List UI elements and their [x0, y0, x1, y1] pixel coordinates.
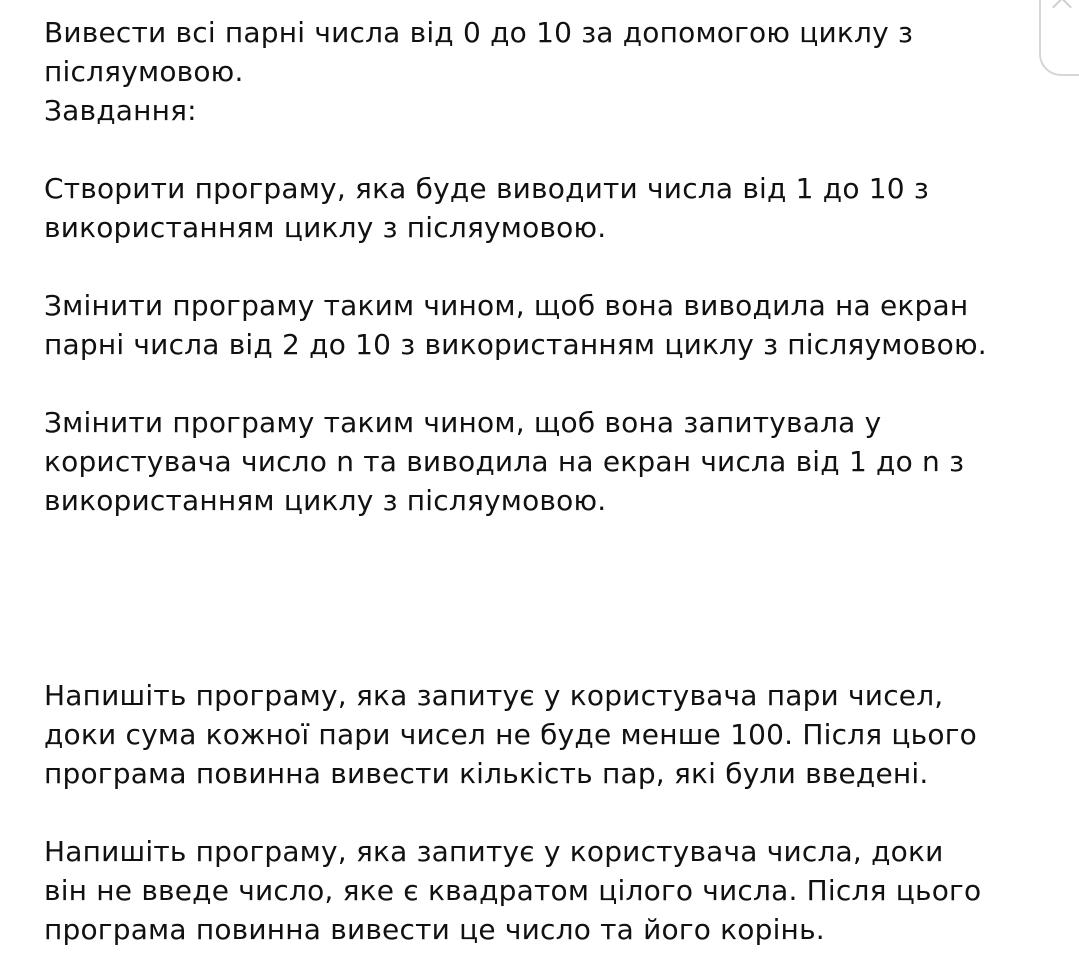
task-5-line-3: програма повинна вивести це число та його корінь. [44, 913, 825, 946]
task-2-line-1: Змінити програму таким чином, щоб вона виводила на екран [44, 289, 969, 322]
task-title-line-2: післяумовою. [44, 55, 244, 88]
task-4-line-3: програма повинна вивести кількість пар, які були введені. [44, 757, 929, 790]
task-3-line-2: користувача число n та виводила на екран числа від 1 до n з [44, 445, 965, 478]
task-1-line-2: використанням циклу з післяумовою. [44, 211, 607, 244]
task-4-line-2: доки сума кожної пари чисел не буде менше 100. Після цього [44, 718, 977, 751]
task-title-line-1: Вивести всі парні числа від 0 до 10 за допомогою циклу з [44, 16, 914, 49]
task-3-line-1: Змінити програму таким чином, щоб вона запитувала у [44, 406, 882, 439]
task-5-line-2: він не введе число, яке є квадратом цілого числа. Після цього [44, 874, 982, 907]
task-2-line-2: парні числа від 2 до 10 з використанням циклу з післяумовою. [44, 328, 987, 361]
scroll-up-button[interactable] [1039, 0, 1079, 76]
task-3-line-3: використанням циклу з післяумовою. [44, 484, 607, 517]
task-4-line-1: Напишіть програму, яка запитує у користувача пари чисел, [44, 679, 944, 712]
task-5-line-1: Напишіть програму, яка запитує у користувача числа, доки [44, 835, 944, 868]
chevron-up-icon [1052, 0, 1072, 17]
task-1-line-1: Створити програму, яка буде виводити числа від 1 до 10 з [44, 172, 930, 205]
tasks-heading: Завдання: [44, 94, 197, 127]
